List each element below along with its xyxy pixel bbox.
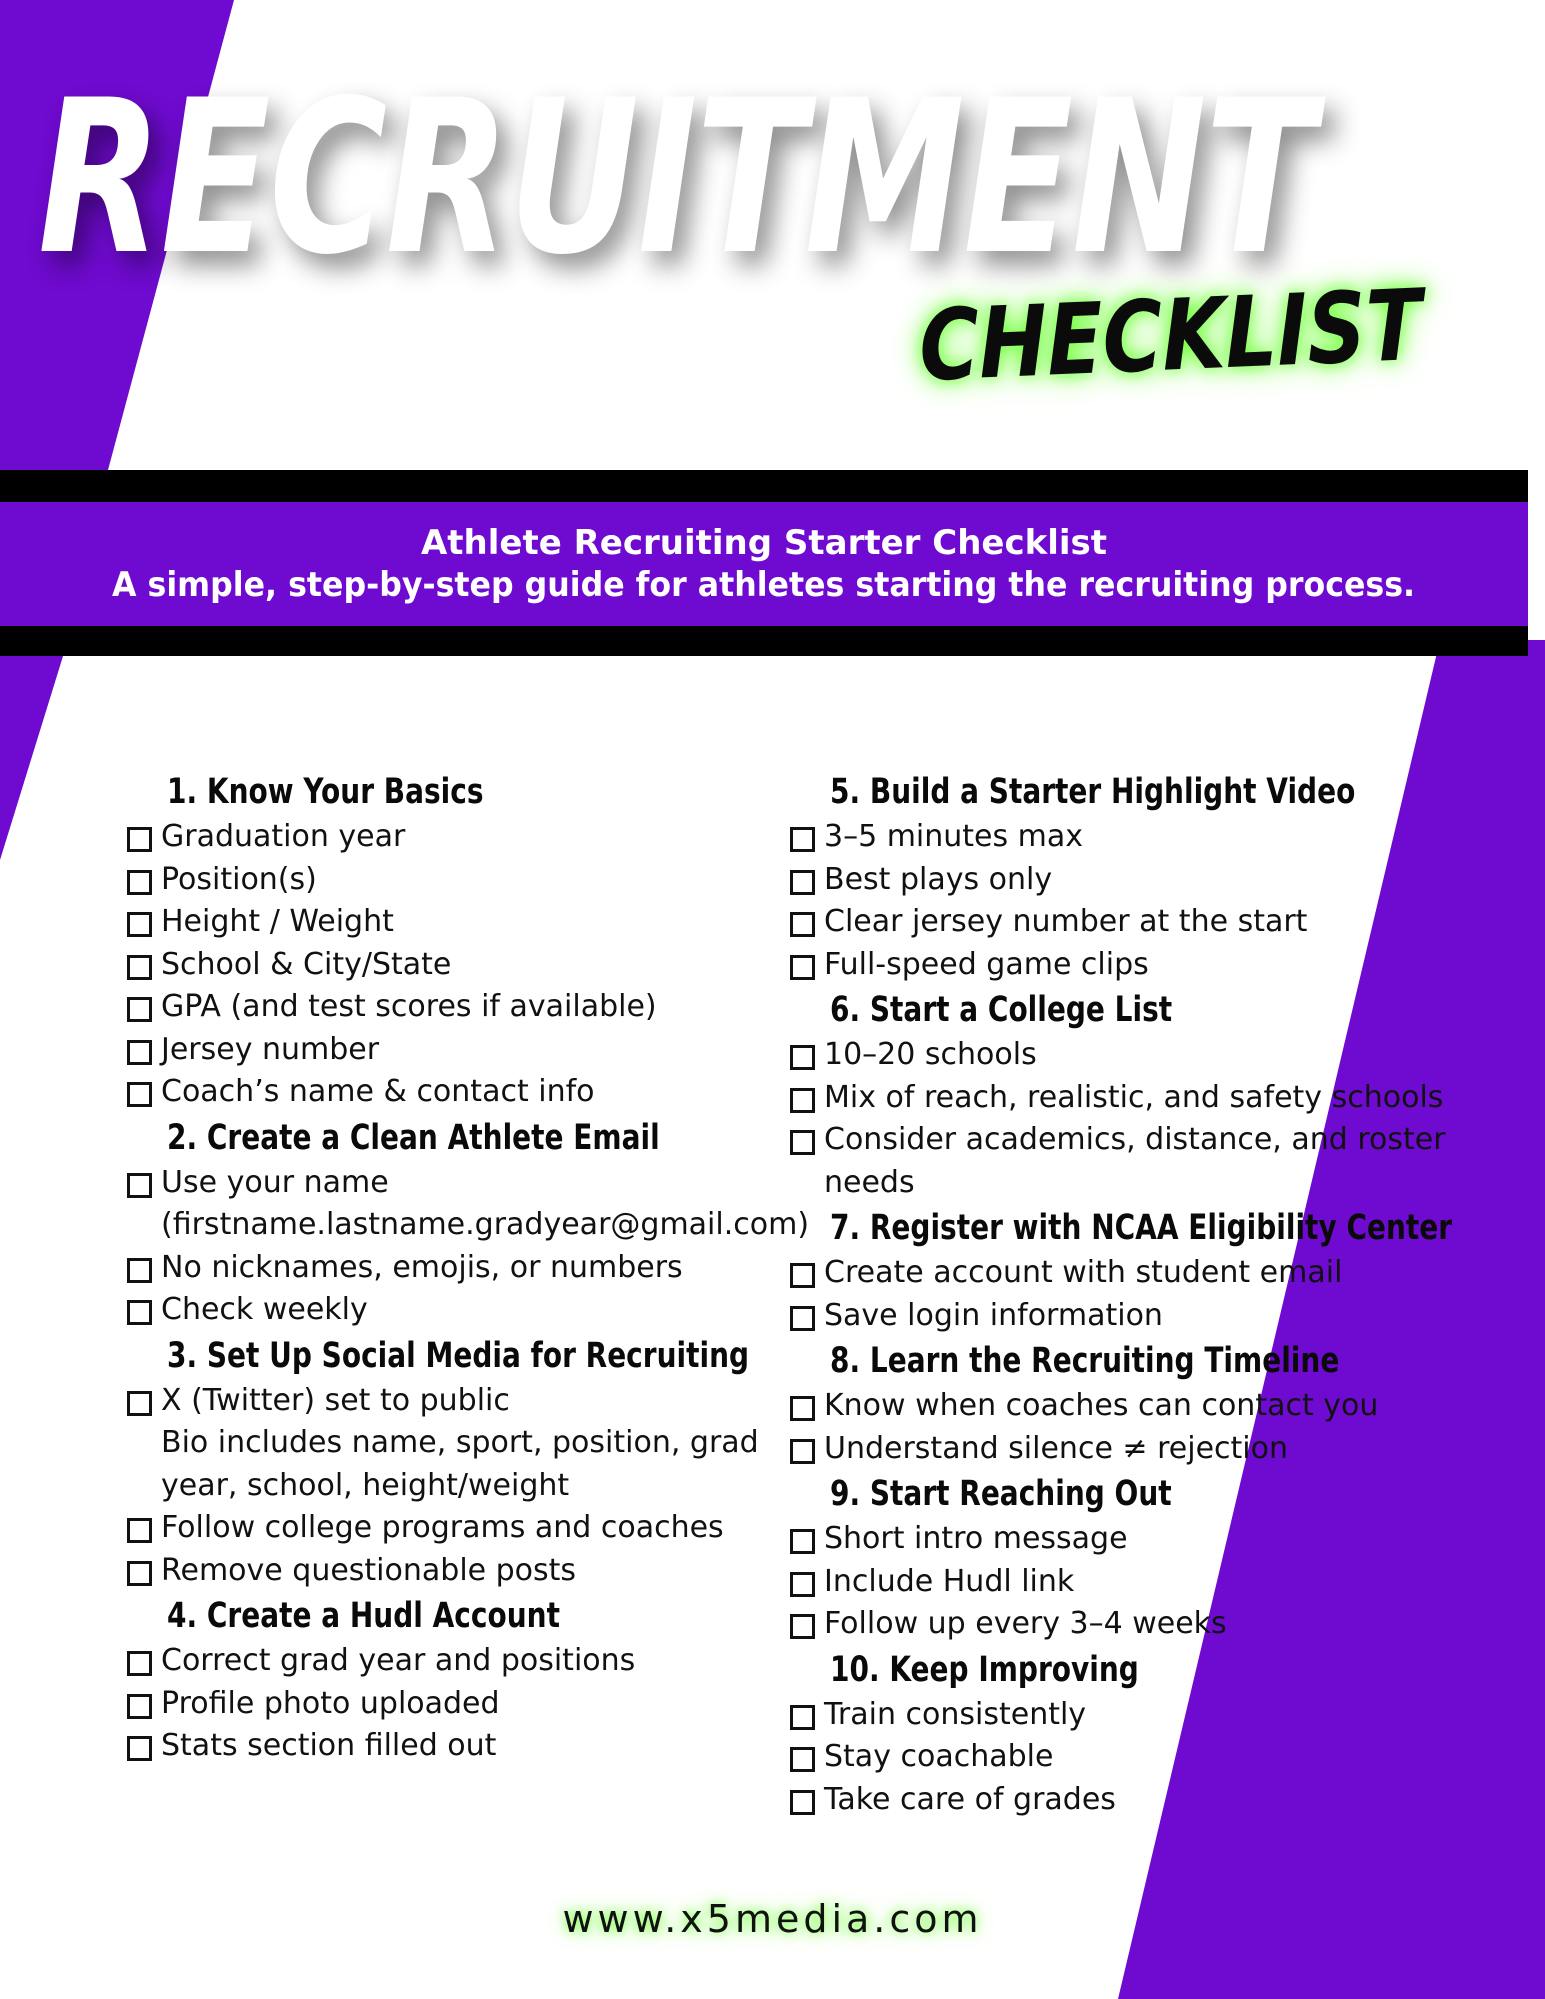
- item-text: [161, 1380, 759, 1508]
- item-text-line: Follow up every 3–4 weeks: [824, 1606, 1227, 1641]
- item-text-line: Stay coachable: [824, 1739, 1054, 1774]
- item-text: [824, 1295, 1163, 1338]
- checklist-item: [790, 1119, 1480, 1204]
- item-text-line: Train consistently: [824, 1696, 1087, 1732]
- checkbox[interactable]: [790, 1790, 815, 1815]
- checklist-item: [790, 1252, 1480, 1295]
- purple-wedge-mid-left: [0, 640, 68, 860]
- item-text: [824, 1561, 1074, 1604]
- checkbox[interactable]: [127, 1561, 152, 1586]
- checklist-item: [790, 1518, 1480, 1561]
- item-text: [161, 901, 394, 944]
- checklist-item: [127, 901, 787, 944]
- checklist-item: [127, 1247, 787, 1290]
- item-text-line: Take care of grades: [824, 1781, 1116, 1817]
- checklist-item: [790, 1694, 1480, 1737]
- item-text-line: Height / Weight: [161, 904, 394, 939]
- checklist-section: [790, 986, 1480, 1204]
- item-text-line: Create account with student email: [824, 1255, 1343, 1290]
- item-text: [824, 1518, 1128, 1561]
- left-checklist-column: [127, 768, 810, 1768]
- checklist-item: [790, 1077, 1480, 1120]
- checkbox[interactable]: [127, 1300, 152, 1325]
- checklist-item: [790, 1779, 1480, 1822]
- section-heading: 3. Set Up Social Media for Recruiting: [167, 1335, 750, 1376]
- item-text: [824, 1252, 1342, 1295]
- checklist-section: [790, 1204, 1480, 1337]
- checkbox[interactable]: [127, 827, 152, 852]
- checkbox[interactable]: [790, 1130, 815, 1155]
- item-text: [824, 816, 1083, 859]
- checkbox[interactable]: [127, 1694, 152, 1719]
- checklist-item: [127, 816, 787, 859]
- checkbox[interactable]: [790, 1529, 815, 1554]
- checklist-item: [790, 1603, 1480, 1646]
- item-text: [161, 944, 451, 987]
- top-black-stripe: [0, 470, 1528, 502]
- banner-title: Athlete Recruiting Starter Checklist: [420, 523, 1108, 563]
- item-text: [161, 816, 405, 859]
- checklist-item: [127, 1162, 810, 1247]
- item-text: [161, 859, 317, 902]
- section-heading: 10. Keep Improving: [830, 1649, 1139, 1690]
- item-text-line: Stats section filled out: [161, 1728, 497, 1763]
- checklist-item: [127, 944, 787, 987]
- checklist-section: [127, 1332, 787, 1593]
- item-text-line: Save login information: [824, 1297, 1163, 1333]
- item-text-line: Understand silence ≠ rejection: [824, 1430, 1288, 1466]
- checkbox[interactable]: [127, 1040, 152, 1065]
- item-text: [824, 1603, 1227, 1646]
- section-heading: 2. Create a Clean Athlete Email: [167, 1117, 660, 1158]
- checklist-item: [127, 859, 787, 902]
- item-text-line: Remove questionable posts: [161, 1552, 577, 1588]
- item-text-line: Position(s): [161, 861, 317, 897]
- item-text-line: No nicknames, emojis, or numbers: [161, 1249, 683, 1285]
- section-heading: 4. Create a Hudl Account: [167, 1596, 560, 1636]
- title-recruitment: RECRUITMENT: [38, 54, 1314, 301]
- item-text-line: Full-speed game clips: [824, 946, 1149, 982]
- checkbox[interactable]: [790, 1045, 815, 1070]
- item-text-line: Include Hudl link: [824, 1563, 1075, 1599]
- checklist-item: [790, 859, 1480, 902]
- item-text-line: Coach’s name & contact info: [161, 1074, 595, 1109]
- item-text-line: Profile photo uploaded: [161, 1685, 500, 1721]
- item-text-line: Jersey number: [161, 1031, 380, 1067]
- checkbox[interactable]: [790, 827, 815, 852]
- checklist-section: [790, 768, 1480, 986]
- item-text: [824, 1428, 1288, 1471]
- item-text-line: Best plays only: [824, 861, 1053, 897]
- checkbox[interactable]: [127, 955, 152, 980]
- checkbox[interactable]: [127, 1082, 152, 1107]
- item-text: [824, 901, 1307, 944]
- item-text: [824, 1779, 1116, 1822]
- item-text: [824, 1119, 1446, 1204]
- item-text-line: X (Twitter) set to public: [161, 1382, 510, 1418]
- item-text-line: Consider academics, distance, and roster: [824, 1122, 1446, 1157]
- checkbox[interactable]: [127, 1736, 152, 1761]
- checklist-section: [127, 768, 787, 1114]
- section-heading: 5. Build a Starter Highlight Video: [830, 772, 1356, 812]
- checklist-item: [127, 1029, 787, 1072]
- item-text: [824, 944, 1149, 987]
- checkbox[interactable]: [790, 912, 815, 937]
- checklist-item: [127, 1071, 787, 1114]
- item-text-line: Know when coaches can contact you: [824, 1388, 1379, 1423]
- item-text: [161, 1640, 635, 1683]
- item-text: [161, 1725, 496, 1768]
- checkbox[interactable]: [127, 997, 152, 1022]
- checklist-item: [790, 1561, 1480, 1604]
- checkbox[interactable]: [127, 1518, 152, 1543]
- item-text-line: Correct grad year and positions: [161, 1643, 636, 1678]
- checkbox[interactable]: [790, 1088, 815, 1113]
- right-checklist-column: [790, 768, 1480, 1821]
- item-text-line: 3–5 minutes max: [824, 819, 1084, 854]
- item-text: [824, 1694, 1086, 1737]
- checkbox[interactable]: [127, 1173, 152, 1198]
- checklist-item: [790, 1034, 1480, 1077]
- section-heading: 8. Learn the Recruiting Timeline: [830, 1341, 1340, 1381]
- checklist-item: [127, 1683, 787, 1726]
- item-text: [161, 1289, 368, 1332]
- item-text-line: year, school, height/weight: [161, 1467, 570, 1503]
- checkbox[interactable]: [127, 912, 152, 937]
- item-text-line: Bio includes name, sport, position, grad: [161, 1425, 759, 1460]
- item-text: [161, 1247, 683, 1290]
- checklist-item: [790, 1428, 1480, 1471]
- checklist-item: [790, 1295, 1480, 1338]
- checkbox[interactable]: [790, 955, 815, 980]
- checkbox[interactable]: [790, 1614, 815, 1639]
- checkbox[interactable]: [790, 1747, 815, 1772]
- item-text: [161, 1029, 379, 1072]
- item-text: [824, 1077, 1443, 1120]
- checklist-item: [790, 816, 1480, 859]
- footer-website: www.x5media.com: [562, 1897, 983, 1941]
- item-text: [161, 1071, 595, 1114]
- checklist-section: [790, 1470, 1480, 1646]
- checklist-item: [127, 1725, 787, 1768]
- checkbox[interactable]: [127, 1651, 152, 1676]
- checklist-item: [127, 1640, 787, 1683]
- item-text: [824, 859, 1052, 902]
- checkbox[interactable]: [127, 1391, 152, 1416]
- checklist-item: [790, 901, 1480, 944]
- bottom-black-stripe: [0, 626, 1528, 656]
- checkbox[interactable]: [790, 1705, 815, 1730]
- subtitle-checklist: CHECKLIST: [917, 268, 1423, 404]
- checklist-section: [127, 1114, 810, 1332]
- item-text-line: Check weekly: [161, 1292, 368, 1327]
- item-text: [161, 1683, 500, 1726]
- checkbox[interactable]: [790, 870, 815, 895]
- item-text-line: Use your name: [161, 1164, 389, 1200]
- checklist-item: [127, 1507, 787, 1550]
- checklist-section: [127, 1592, 787, 1768]
- item-text: [824, 1034, 1037, 1077]
- checklist-item: [127, 1380, 787, 1508]
- checkbox[interactable]: [790, 1396, 815, 1421]
- item-text-line: Follow college programs and coaches: [161, 1510, 724, 1545]
- checkbox[interactable]: [790, 1439, 815, 1464]
- item-text: [161, 1507, 724, 1550]
- item-text: [824, 1385, 1378, 1428]
- item-text-line: Short intro message: [824, 1521, 1128, 1556]
- checkbox[interactable]: [790, 1263, 815, 1288]
- item-text: [161, 1162, 809, 1247]
- checklist-item: [790, 944, 1480, 987]
- checklist-item: [127, 986, 787, 1029]
- item-text-line: Clear jersey number at the start: [824, 904, 1308, 939]
- section-heading: 6. Start a College List: [830, 990, 1173, 1030]
- item-text: [824, 1736, 1053, 1779]
- item-text-line: School & City/State: [161, 946, 452, 982]
- checkbox[interactable]: [127, 1258, 152, 1283]
- checklist-item: [790, 1736, 1480, 1779]
- header-banner: [0, 500, 1528, 628]
- checkbox[interactable]: [790, 1572, 815, 1597]
- section-heading: 7. Register with NCAA Eligibility Center: [830, 1208, 1453, 1248]
- checklist-section: [790, 1337, 1480, 1470]
- item-text-line: (firstname.lastname.gradyear@gmail.com): [161, 1207, 810, 1242]
- item-text: [161, 986, 657, 1029]
- item-text-line: Graduation year: [161, 819, 406, 854]
- checkbox[interactable]: [790, 1306, 815, 1331]
- item-text-line: 10–20 schools: [824, 1037, 1037, 1072]
- checklist-item: [127, 1550, 787, 1593]
- item-text-line: Mix of reach, realistic, and safety schools: [824, 1079, 1444, 1115]
- section-heading: 9. Start Reaching Out: [830, 1474, 1172, 1514]
- checklist-item: [127, 1289, 787, 1332]
- item-text-line: GPA (and test scores if available): [161, 989, 657, 1024]
- item-text: [161, 1550, 576, 1593]
- checkbox[interactable]: [127, 870, 152, 895]
- item-text-line: needs: [824, 1164, 915, 1200]
- section-heading: 1. Know Your Basics: [167, 772, 484, 812]
- checklist-item: [790, 1385, 1480, 1428]
- banner-subtitle: A simple, step-by-step guide for athletes starting the recruiting process.: [112, 565, 1416, 605]
- checklist-section: [790, 1646, 1480, 1822]
